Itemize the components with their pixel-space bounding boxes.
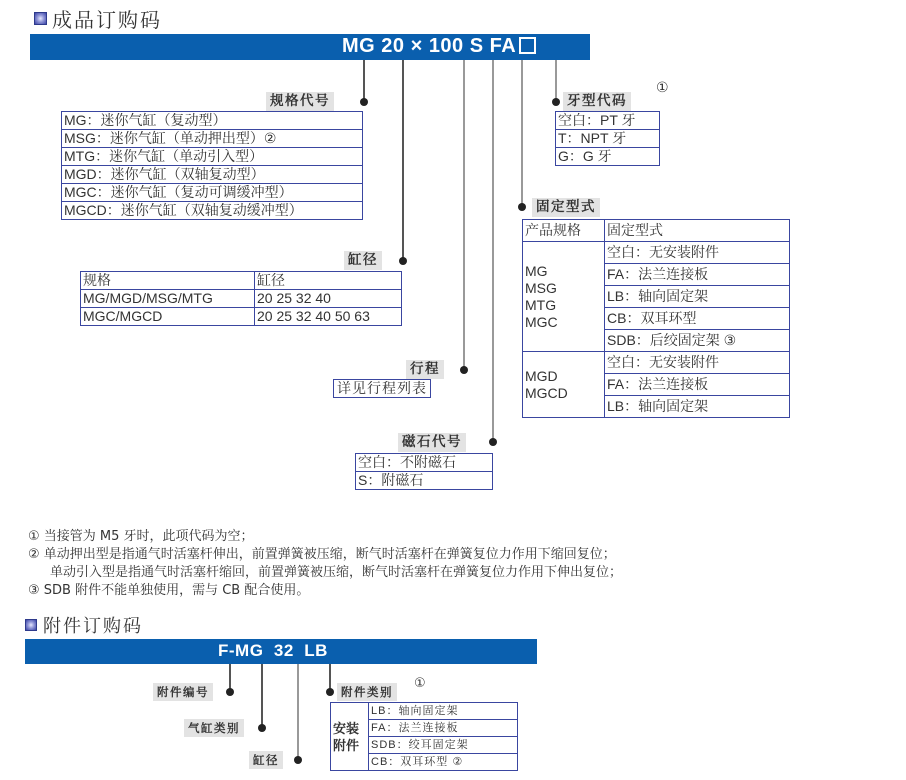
connector-cyl-type [261, 664, 263, 728]
mount-option: FA：法兰连接板 [605, 374, 790, 396]
note-1: ① 当接管为 M5 牙时，此项代码为空； [28, 529, 254, 544]
mount-option: 空白：无安装附件 [605, 242, 790, 264]
magnet-label: 磁石代号 [398, 433, 466, 452]
acc-type-note-mark: ① [414, 676, 426, 691]
acc-option: SDB：绞耳固定架 [369, 737, 518, 754]
acc-option: FA：法兰连接板 [369, 720, 518, 737]
mount-label: 固定型式 [532, 198, 600, 217]
spec-row: MG：迷你气缸（复动型） [62, 112, 363, 130]
mount-option: FA：法兰连接板 [605, 264, 790, 286]
model: MTG [525, 296, 557, 313]
magnet-table [355, 453, 493, 490]
section-icon [34, 12, 47, 25]
product-code: MG 20 × 100 S FA [342, 35, 536, 58]
connector-magnet [492, 60, 494, 442]
connector-bore-acc [297, 664, 299, 760]
notes [28, 528, 622, 600]
spec-row: MGC：迷你气缸（复动可调缓冲型） [62, 184, 363, 202]
mount-header-spec: 产品规格 [523, 220, 605, 242]
connector-dot [460, 366, 468, 374]
spec-code-table [61, 111, 363, 220]
accessory-code: F-MG 32 LB [218, 641, 328, 660]
acc-option: LB：轴向固定架 [369, 703, 518, 720]
mount-option: 空白：无安装附件 [605, 352, 790, 374]
note-3: ③ SDB 附件不能单独使用，需与 CB 配合使用。 [28, 583, 310, 598]
model: MG [525, 262, 548, 279]
note-2: ② 单动押出型是指通气时活塞杆伸出，前置弹簧被压缩，断气时活塞杆在弹簧复位力作用下缩回复位； [28, 547, 616, 562]
accessory-code-bar [25, 639, 537, 664]
connector-dot [552, 98, 560, 106]
bore-header-spec: 规格 [81, 272, 255, 290]
spec-code-label: 规格代号 [266, 92, 334, 111]
thread-code-label: 牙型代码 [563, 92, 631, 111]
spec-row: MGD：迷你气缸（双轴复动型） [62, 166, 363, 184]
mount-option: CB：双耳环型 [605, 308, 790, 330]
model: MSG [525, 279, 557, 296]
bore-cell: MGC/MGCD [81, 308, 255, 326]
magnet-row: S：附磁石 [356, 472, 493, 490]
stroke-table [333, 379, 431, 398]
mount-option: LB：轴向固定架 [605, 396, 790, 418]
bore-label: 缸径 [344, 251, 382, 270]
mount-models-group2 [523, 352, 605, 418]
bore-header-bore: 缸径 [255, 272, 402, 290]
spec-row: MGCD：迷你气缸（双轴复动缓冲型） [62, 202, 363, 220]
stroke-label: 行程 [406, 360, 444, 379]
connector-dot [226, 688, 234, 696]
section-icon [25, 619, 37, 631]
magnet-row: 空白：不附磁石 [356, 454, 493, 472]
bore-cell: 20 25 32 40 50 63 [255, 308, 402, 326]
connector-dot [258, 724, 266, 732]
acc-type-table [330, 702, 518, 771]
bore-acc-label: 缸径 [249, 751, 283, 769]
thread-row: T：NPT 牙 [556, 130, 660, 148]
connector-dot [489, 438, 497, 446]
thread-note-mark: ① [656, 80, 669, 96]
mount-option: LB：轴向固定架 [605, 286, 790, 308]
mount-header-type: 固定型式 [605, 220, 790, 242]
bore-cell: 20 25 32 40 [255, 290, 402, 308]
thread-row: 空白：PT 牙 [556, 112, 660, 130]
thread-code-placeholder-box [519, 37, 536, 54]
connector-mount [521, 60, 523, 208]
spec-row: MSG：迷你气缸（单动押出型）② [62, 130, 363, 148]
connector-dot [326, 688, 334, 696]
connector-dot [399, 257, 407, 265]
connector-dot [294, 756, 302, 764]
connector-spec [363, 60, 365, 102]
cyl-type-label: 气缸类别 [184, 719, 244, 737]
thread-row: G：G 牙 [556, 148, 660, 166]
connector-thread [555, 60, 557, 102]
model: MGD [525, 367, 558, 384]
mount-option-sdb: SDB：后绞固定架 ③ [605, 330, 790, 352]
spec-row: MTG：迷你气缸（单动引入型） [62, 148, 363, 166]
acc-type-label: 附件类别 [337, 683, 397, 701]
section-title-accessory: 附件订购码 [43, 616, 143, 637]
acc-no-label: 附件编号 [153, 683, 213, 701]
connector-bore [402, 60, 404, 262]
acc-group-label: 安装附件 [331, 703, 369, 771]
model: MGC [525, 313, 558, 330]
section-title-product: 成品订购码 [52, 8, 162, 32]
acc-option: CB：双耳环型 ② [369, 754, 518, 771]
note-2b: 单动引入型是指通气时活塞杆缩回，前置弹簧被压缩，断气时活塞杆在弹簧复位力作用下伸出复位； [50, 565, 623, 580]
mount-models-group1 [523, 242, 605, 352]
model: MGCD [525, 384, 568, 401]
stroke-value: 详见行程列表 [334, 380, 431, 398]
mount-table [522, 219, 790, 418]
product-code-bar [30, 34, 590, 60]
bore-cell: MG/MGD/MSG/MTG [81, 290, 255, 308]
thread-table [555, 111, 660, 166]
connector-dot [518, 203, 526, 211]
connector-stroke [463, 60, 465, 370]
bore-table [80, 271, 402, 326]
connector-dot [360, 98, 368, 106]
